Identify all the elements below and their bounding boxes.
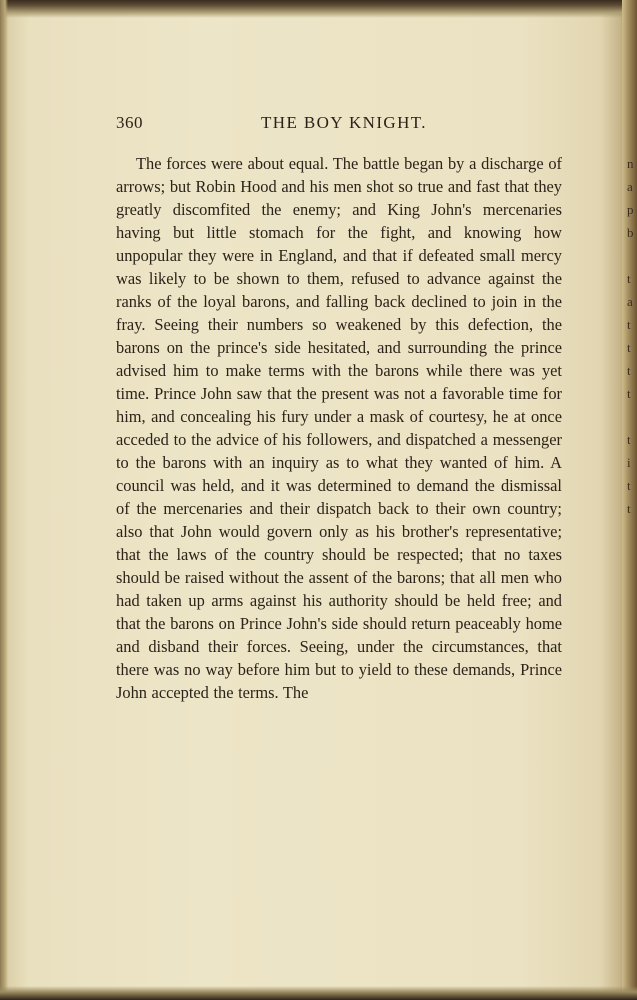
facing-page-letters	[627, 152, 637, 520]
margin-letter: i	[627, 455, 631, 470]
margin-letter: t	[627, 432, 631, 447]
page-number: 360	[116, 113, 143, 132]
margin-letter: t	[627, 386, 631, 401]
margin-letter: t	[627, 340, 631, 355]
page-bottom-edge	[0, 986, 637, 1000]
page-top-edge	[0, 0, 637, 18]
margin-letter: t	[627, 478, 631, 493]
margin-letter: t	[627, 317, 631, 332]
running-head: THE BOY KNIGHT.	[261, 113, 427, 132]
body-paragraph: The forces were about equal. The battle began by a discharge of arrows; but Robin Hood and his men shot so true and fast that they greatly discomfited the enemy; and King John's mercenaries having but little stomach for the fight, and knowing how unpopular they were in England, and that if defeated small mercy was likely to be shown to them, refused to advance against the ranks of the loyal barons, and falling back declined to join in the fray. Seeing their numbers so weakened by this defection, the barons on the prince's side hesitated, and surrounding the prince advised him to make terms with the barons while there was yet time. Prince John saw that the present was not a favorable time for him, and concealing his fury under a mask of courtesy, he at once acceded to the advice of his followers, and dispatched a messenger to the barons with an inquiry as to what they wanted of him. A council was held, and it was determined to demand the dismissal of the mercenaries and their dispatch back to their own country; also that John would govern only as his brother's representative; that the laws of the country should be respected; that no taxes should be raised without the assent of the barons; that all men who had taken up arms against his authority should be held free; and that the barons on Prince John's side should return peaceably home and disband their forces. Seeing, under the circumstances, that there was no way before him but to yield to these demands, Prince John accepted the terms. The	[116, 154, 562, 702]
margin-letter: p	[627, 202, 634, 217]
margin-letter: b	[627, 225, 634, 240]
margin-letter: t	[627, 501, 631, 516]
margin-letter: t	[627, 271, 631, 286]
margin-letter	[627, 244, 637, 267]
margin-letter: t	[627, 363, 631, 378]
margin-letter: a	[627, 179, 633, 194]
page-left-edge	[0, 0, 8, 1000]
page-header	[116, 113, 563, 137]
margin-letter	[627, 405, 637, 428]
margin-letter: a	[627, 294, 633, 309]
margin-letter: n	[627, 156, 634, 171]
